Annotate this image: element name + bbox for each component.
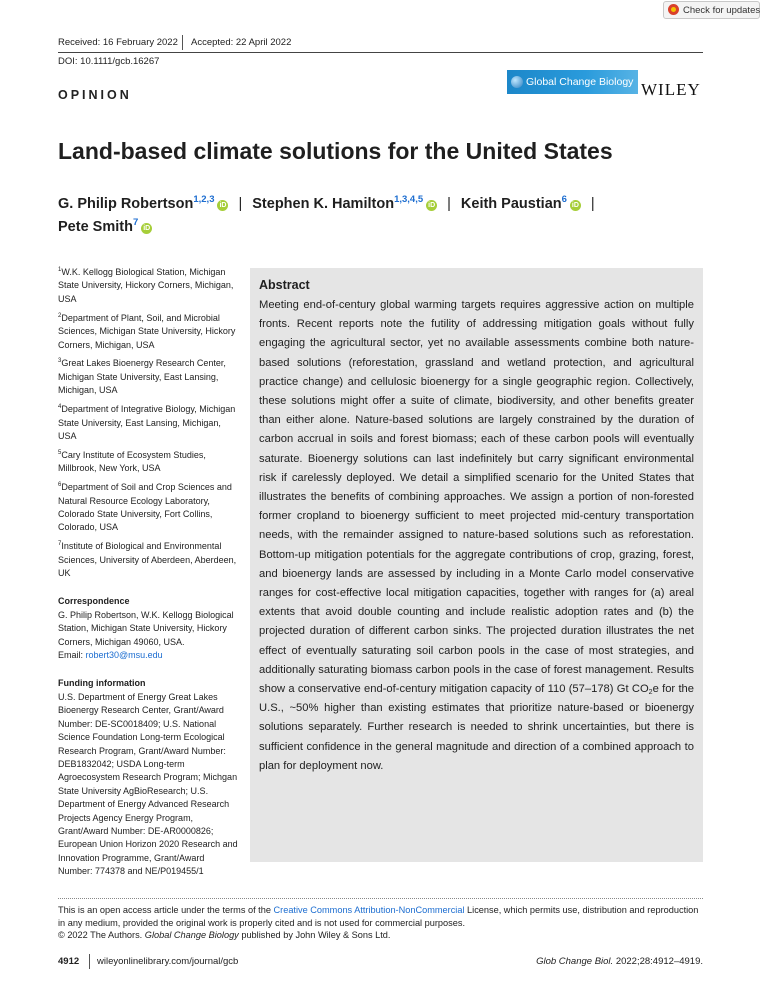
orcid-icon[interactable]: iD [219, 202, 227, 209]
affiliation: $^1$W.K. Kellogg Biological Station, Michigan State University, Hickory Corners, Michigan, USA [58, 267, 234, 304]
license-link[interactable]: Creative Commons Attribution-NonCommercial [273, 905, 465, 915]
received-date: Received: 16 February 2022 [58, 37, 178, 48]
author-name[interactable]: G. Philip Robertson [58, 196, 194, 212]
funding-text: U.S. Department of Energy Great Lakes Bioenergy Research Center, Grant/Award Number: DE-SC0018409; U.S. National Science Foundation Long-term Ecological Research Program, Grant/Award Number: DEB1832042; USDA Long-term Agroecosystem Research Program; Michgan State University AgBioResearch; U.S. Department of Energy Advanced Research Projects Agency Energy Program, Grant/Award Number: DE-AR0000826; European Union Horizon 2020 Research and Innovation Programme, Grant/Award Number: 774378 and NE/P019455/1 [58, 691, 238, 877]
license-text: This is an open access article under the terms of the Creative Commons Attribution-NonCommercial License, which permits use, distribution and reproduction in any medium, provided the original work is properly cited and is not used for commercial purposes. © 2022 The Authors. Global Change Biology published by John Wiley & Sons Ltd. [58, 905, 699, 941]
abstract-heading: Abstract [259, 278, 310, 292]
orcid-icon[interactable]: iD [571, 202, 579, 209]
author-affiliation-ref[interactable]: 1,3,4,5 [394, 194, 424, 205]
author-list [58, 193, 708, 239]
affiliation: $^3$Great Lakes Bioenergy Research Center, Michigan State University, East Lansing, Michigan, USA [58, 358, 226, 396]
affiliation: $^7$Institute of Biological and Environmental Sciences, University of Aberdeen, Aberdeen, UK [58, 541, 237, 579]
email-link[interactable]: robert30@msu.edu [85, 650, 163, 661]
journal-name: Global Change Biology [526, 76, 634, 88]
correspondence-text: G. Philip Robertson, W.K. Kellogg Biological Station, Michigan State University, Hickory Corners, Michigan 49060, USA. [58, 609, 234, 647]
journal-url[interactable]: wileyonlinelibrary.com/journal/gcb [97, 956, 239, 967]
crossmark-icon [668, 4, 679, 15]
citation: Glob Change Biol. 2022;28:4912–4919. [536, 956, 703, 967]
journal-logo[interactable] [507, 70, 638, 94]
correspondence-heading: Correspondence [58, 595, 130, 606]
author-separator: | [447, 196, 451, 212]
globe-icon [511, 76, 523, 88]
abstract-box [250, 268, 703, 862]
accepted-date: Accepted: 22 April 2022 [191, 37, 292, 48]
header-divider [182, 35, 183, 50]
page-number: 4912 [58, 956, 80, 967]
affiliation: $^6$Department of Soil and Crop Sciences and Natural Resource Ecology Laboratory, Colorado State University, Fort Collins, Colorado, USA [58, 482, 232, 533]
author-separator: | [238, 196, 243, 212]
author-name[interactable]: Keith Paustian [460, 196, 562, 212]
correspondence-email-line: Email: robert30@msu.edu [58, 650, 163, 661]
funding-heading: Funding information [58, 677, 146, 688]
doi[interactable]: DOI: 10.1111/gcb.16267 [58, 56, 160, 67]
header-rule [58, 52, 703, 53]
author-name[interactable]: Stephen K. Hamilton [252, 196, 395, 212]
abstract-body: Meeting end-of-century global warming targets requires aggressive action on multiple fronts. Recent reports note the futility of addressing mitigation goals without fully engaging the agricultural sector, yet no available assessments combine both nature-based solutions (reforestation, grassland and wetland protection, and agricultural practice change) and cellulosic bioenergy for a single geographic region. Collectively, these solutions might offer a suite of climate, biodiversity, and other benefits greater than either alone. Nature-based solutions are largely constrained by the duration of carbon accrual in soils and forest biomass; each of these carbon pools will eventually saturate. Bioenergy solutions can last indefinitely but carry significant environmental risk if carelessly deployed. We detail a simplified scenario for the United States that illustrates the benefits of combining approaches. We assign a portion of non-forested former cropland to bioenergy sufficient to meet projected mid-century transportation needs, with the remainder assigned to nature-based solutions such as reforestation. Bottom-up mitigation potentials for the aggregate contributions of crop, grazing, forest, and bioenergy lands are assessed by including in a Monte Carlo model conservative ranges for cost-effective local mitigation capacities, together with ranges for (a) areal extents that avoid double counting and include realistic adoption rates and (b) the projected duration of different carbon sinks. The projected duration illustrates the net effect of eventually saturating soil carbon pools in the case of most strategies, and additionally saturating biomass carbon pools in the case of forest management. Results show a conservative end-of-century mitigation capacity of 110 (57–178) Gt $CO_2e$ for the U.S., ~50% higher than existing estimates that prioritize nature-based or bioenergy solutions separately. Further research is needed to shrink uncertainties, but there is sufficient confidence in the general magnitude and direction of a combined approach to plan for deployment now. [259, 299, 694, 772]
author-name[interactable]: Pete Smith [58, 219, 133, 235]
publisher-logo[interactable]: WILEY [641, 80, 701, 99]
check-for-updates-label: Check for updates [683, 5, 761, 16]
affiliation: $^2$Department of Plant, Soil, and Microbial Sciences, Michigan State University, Hickory Corners, Michigan, USA [58, 312, 236, 350]
section-label: OPINION [58, 88, 132, 102]
author-affiliation-ref[interactable]: 7 [132, 217, 139, 228]
author-affiliation-ref[interactable]: 6 [561, 194, 567, 205]
author-affiliation-ref[interactable]: 1,2,3 [193, 194, 215, 205]
license-divider [58, 898, 703, 899]
affiliations-column [58, 266, 240, 879]
article-title: Land-based climate solutions for the United States [58, 138, 613, 164]
affiliation: $^4$Department of Integrative Biology, Michigan State University, East Lansing, Michigan, USA [58, 404, 236, 441]
orcid-icon[interactable]: iD [143, 225, 151, 232]
footer-divider [89, 954, 90, 969]
affiliation: $^5$Cary Institute of Ecosystem Studies, Millbrook, New York, USA [58, 449, 206, 474]
check-for-updates-button[interactable] [663, 1, 760, 19]
orcid-icon[interactable]: iD [428, 202, 436, 209]
author-separator: | [590, 196, 595, 212]
